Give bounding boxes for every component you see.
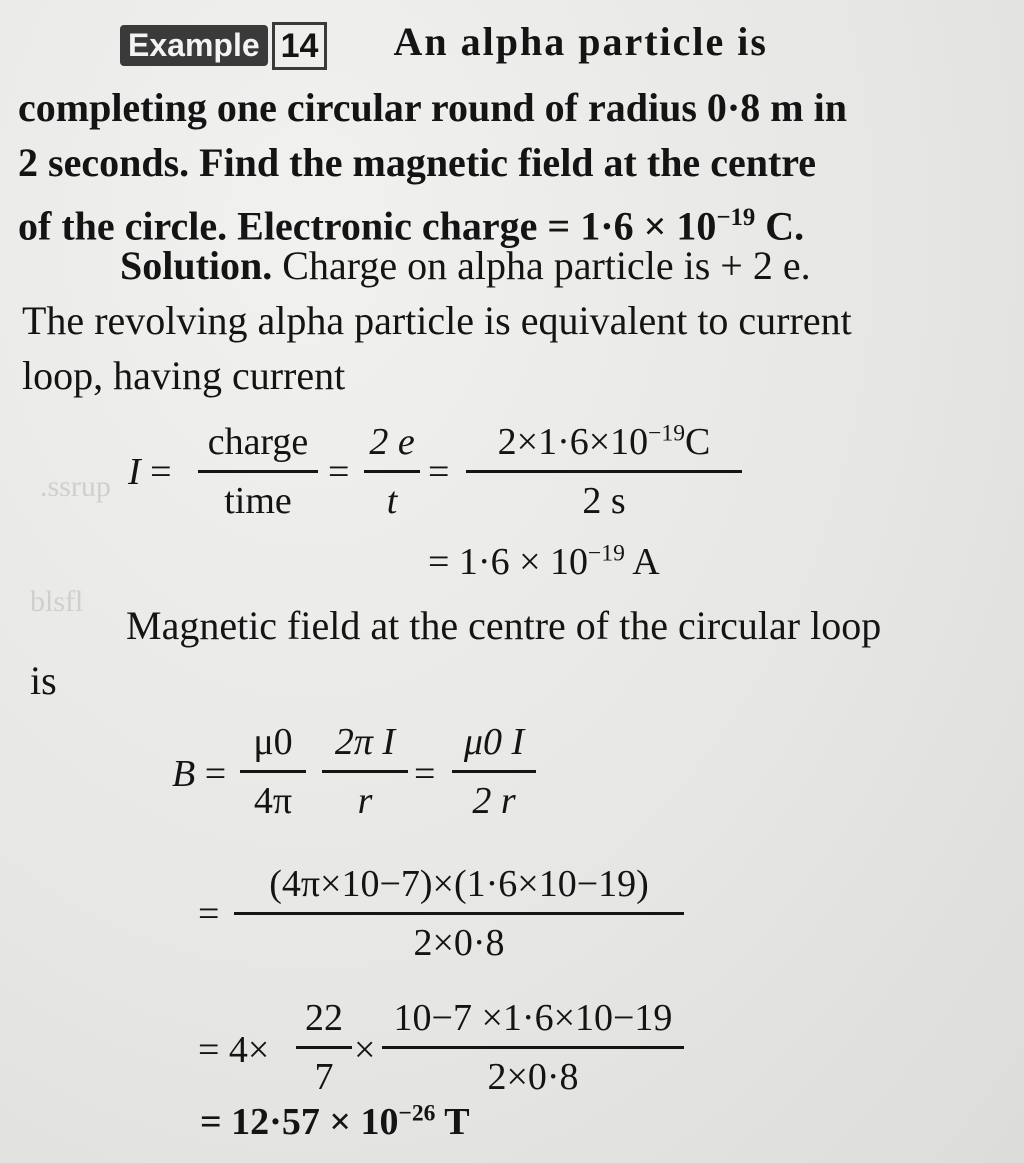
show-through-text: .ssrup [40,470,111,503]
eq-field-frac-1: μ0 4π [240,720,306,823]
problem-line-2: completing one circular round of radius 0·8 m in [18,85,847,130]
magnetic-line-2: is [30,658,57,703]
eq-current-lhs: I = [128,451,172,493]
eq-field-step2-frac: (4π×10−7)×(1·6×10−19) 2×0·8 [234,862,684,965]
show-through-text: blsfl [30,585,84,618]
magnetic-field-text [30,598,960,708]
problem-line-3: 2 seconds. Find the magnetic field at the centre [18,140,817,185]
eq-current-frac-3: $2\times 1\cdot 6\times 10^{-19}C$ 2 s [466,420,742,523]
solution-paragraph [22,238,952,403]
eq-current-equals: = [428,451,450,493]
eq-field-frac-3: μ0 I 2 r [452,720,536,823]
eq-field-result: = $12\cdot 57 \times 10^{-26}$ T [200,1100,470,1143]
eq-field-step3-equals: = 4× [198,1029,270,1071]
eq-field-step3-times: × [354,1029,376,1071]
eq-field-step3-frac-2: 10−7 ×1·6×10−19 2×0·8 [382,996,684,1099]
eq-current-equals: = [328,451,350,493]
example-badge: Example [120,25,268,66]
eq-field-equals: = [414,753,436,795]
problem-line-1: An alpha particle is [393,19,768,64]
solution-line-1: Solution. Charge on alpha particle is + 2 e. [120,243,811,288]
eq-current-frac-2: 2 e t [364,420,420,523]
eq-field-lhs: B = [172,753,227,795]
eq-field-frac-2: 2π I r [322,720,408,823]
solution-label: Solution. [120,243,273,288]
problem-line-4: of the circle. Electronic charge = $1\cdot 6 \times 10^{-19}$ C. [18,203,805,249]
solution-line-3: loop, having current [22,353,346,398]
eq-current-result: = $1\cdot 6 \times 10^{-19}$ A [428,540,660,583]
eq-field-step3-frac-1: 22 7 [296,996,352,1099]
magnetic-line-1: Magnetic field at the centre of the circular loop [126,603,882,648]
eq-field-step2-equals: = [198,893,220,935]
problem-statement [18,80,948,253]
solution-line-2: The revolving alpha particle is equivalent to current [22,298,852,343]
eq-current-frac-1: charge time [198,420,318,523]
example-heading [120,18,768,70]
example-number: 14 [272,22,328,70]
